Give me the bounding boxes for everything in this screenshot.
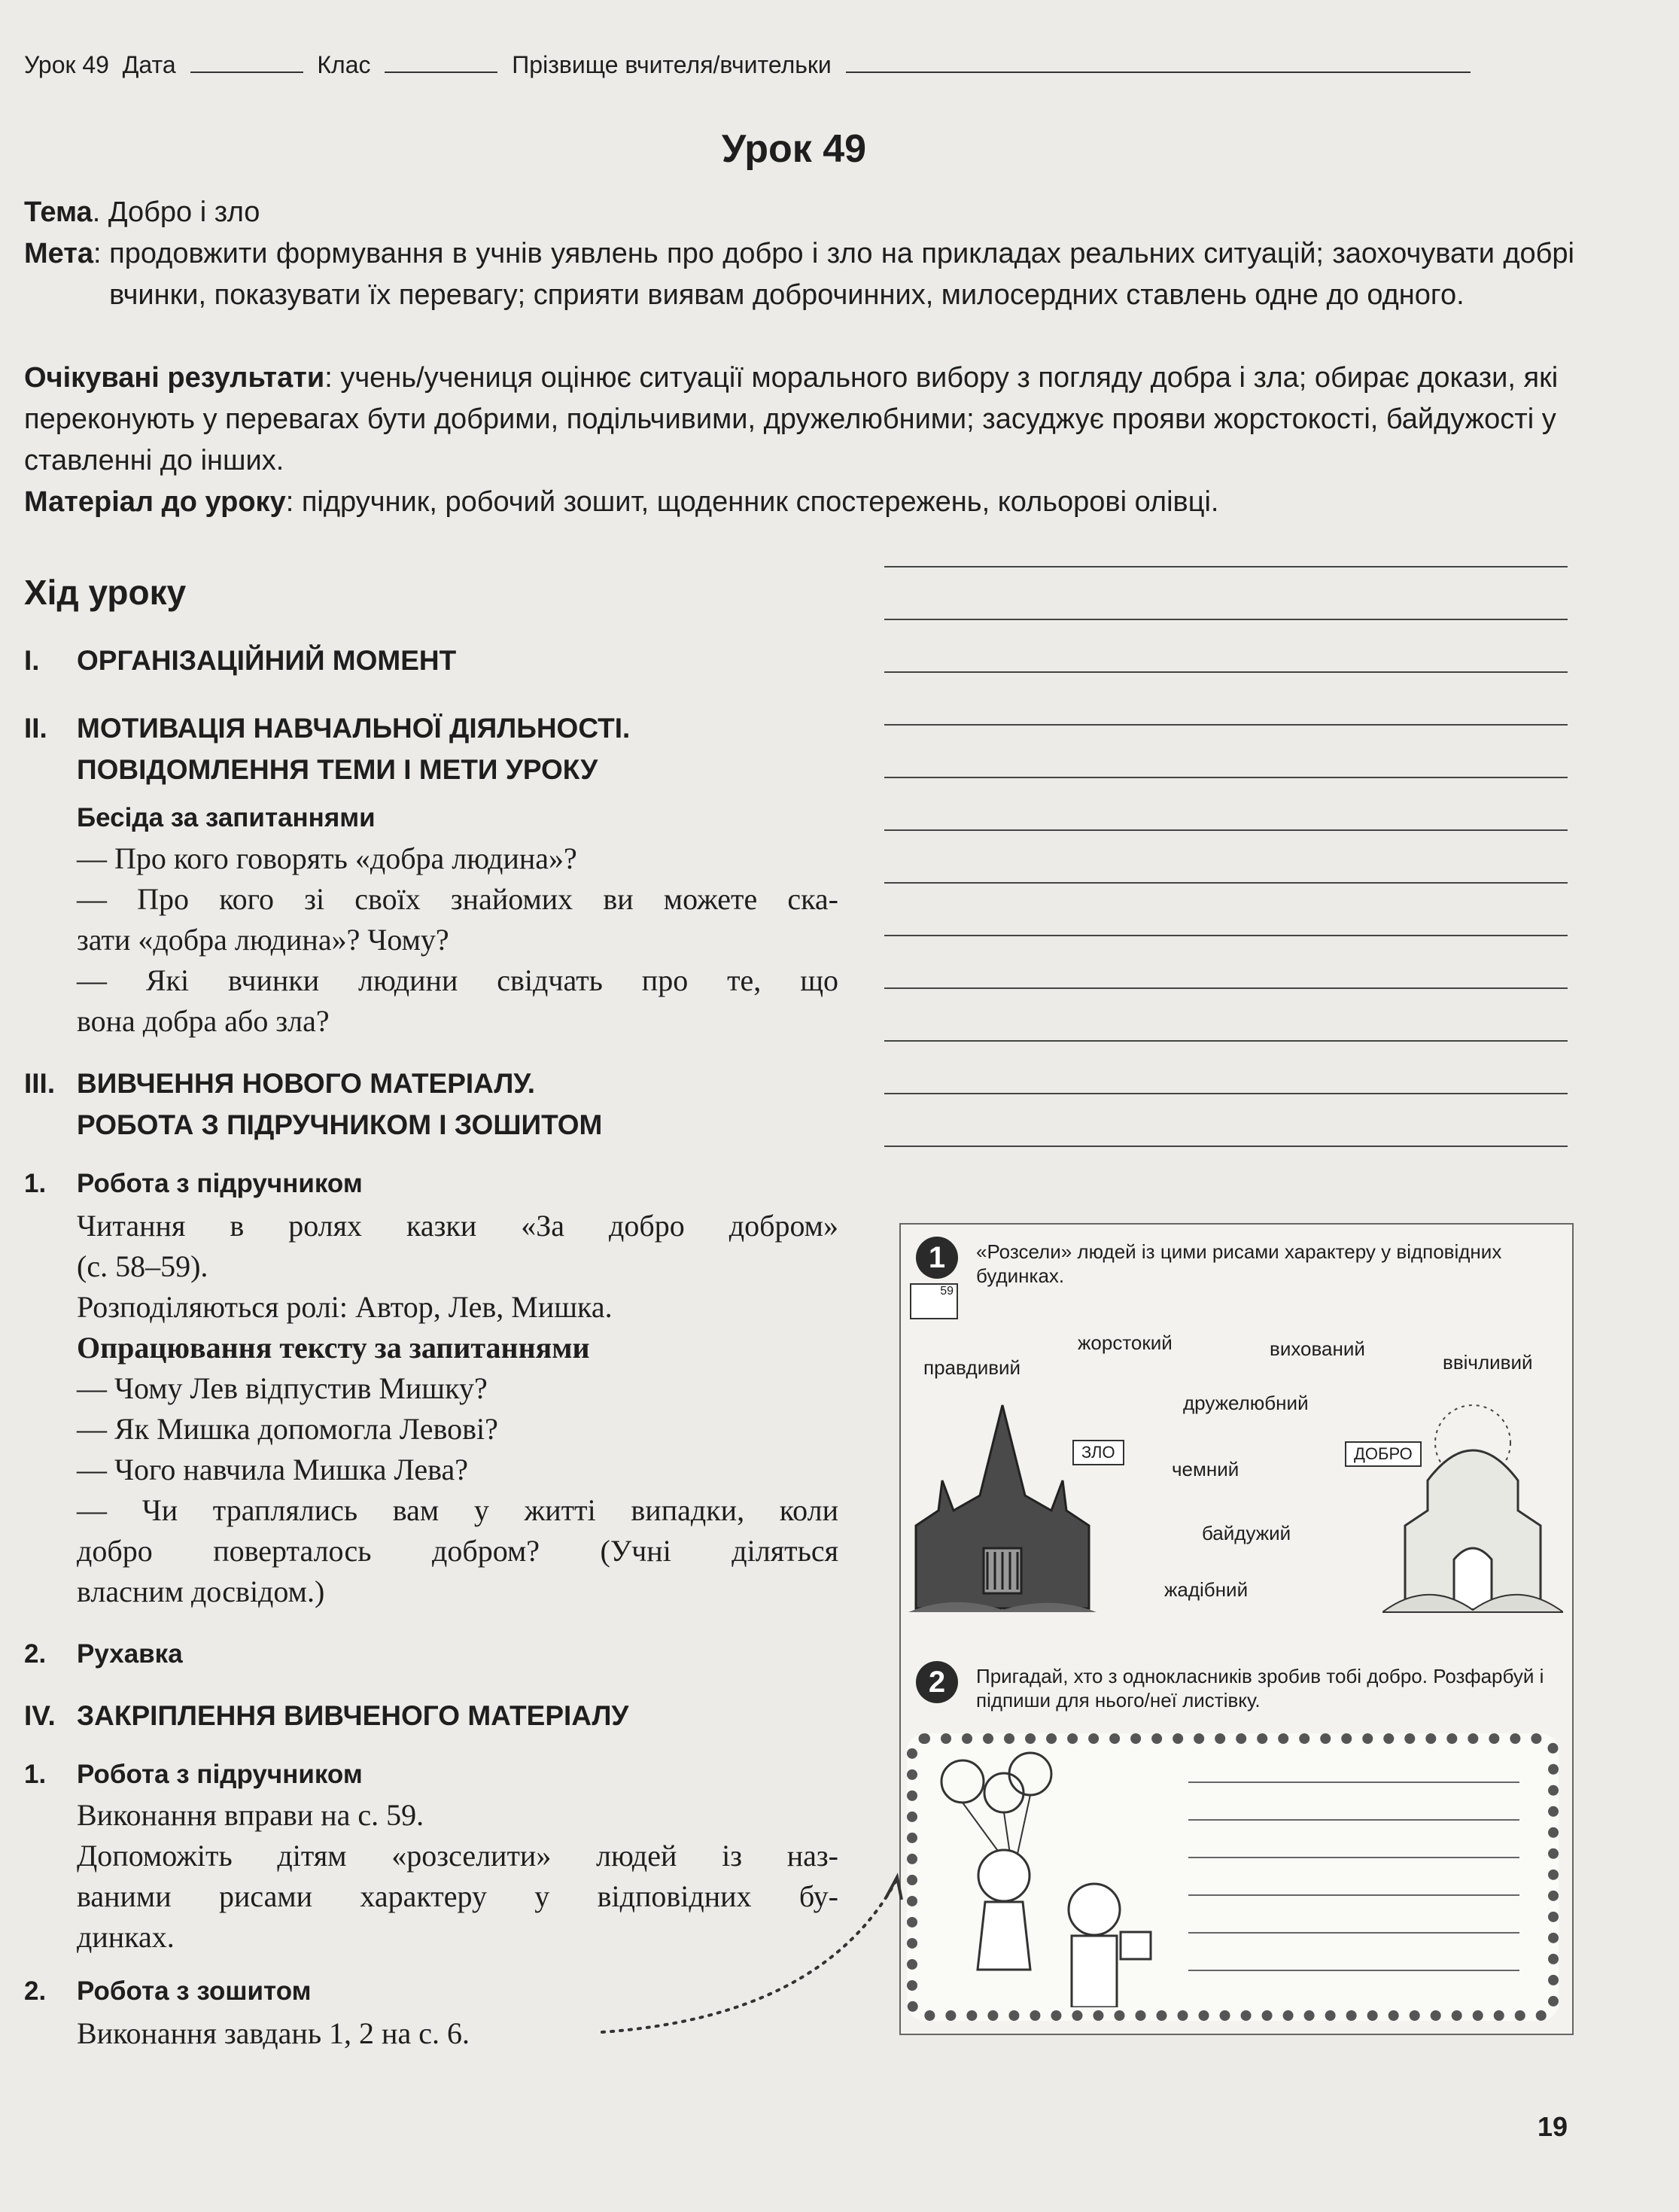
textbook-icon (910, 1283, 958, 1319)
note-line[interactable] (884, 829, 1568, 831)
trait-word[interactable]: вихований (1270, 1337, 1365, 1360)
header-date-label: Дата (122, 51, 176, 78)
course-heading: Хід уроку (24, 573, 187, 612)
section-4-item-2-title: Робота з зошитом (77, 1976, 312, 2006)
section-4 (24, 1695, 628, 1736)
teacher-field[interactable] (846, 72, 1471, 73)
task-2-text: Пригадай, хто з однокласників зробив тобі добро. Розфарбуй і підпиши для нього/неї листівку. (976, 1665, 1544, 1711)
topic-label: Тема (24, 196, 93, 228)
meta-goal: Мета: продовжити формування в учнів уявлень про добро і зло на прикладах реальних ситуацій; заохочувати добрі вчинки, показувати їх перевагу; сприяти виявам доброчинних, милосердних ставлень одне до одного. (24, 233, 1574, 316)
note-line[interactable] (884, 724, 1568, 726)
note-line[interactable] (884, 1093, 1568, 1094)
meta-topic: Тема. Добро і зло (24, 196, 260, 228)
section-4-item-2-num: 2. (24, 1976, 47, 2006)
section-1-num: I. (24, 645, 40, 676)
results-label: Очікувані результати (24, 362, 325, 394)
section-3 (24, 1063, 602, 1146)
section-3-title-2: РОБОТА З ПІДРУЧНИКОМ І ЗОШИТОМ (77, 1109, 603, 1140)
s3-1-subheading: Опрацювання тексту за запитаннями (77, 1331, 590, 1365)
s3-1-line-b: (с. 58–59). (77, 1249, 208, 1283)
section-2-title-1: МОТИВАЦІЯ НАВЧАЛЬНОЇ ДІЯЛЬНОСТІ. (77, 713, 631, 744)
trait-word[interactable]: правдивий (923, 1356, 1021, 1379)
header-class-label: Клас (317, 51, 371, 78)
goal-text: продовжити формування в учнів уявлень про добро і зло на прикладах реальних ситуацій; заохочувати добрі вчинки, показувати їх перевагу; сприяти виявам доброчинних, милосердних ставлень одне до одного. (109, 238, 1574, 311)
section-1-title: ОРГАНІЗАЦІЙНИЙ МОМЕНТ (77, 645, 457, 676)
section-4-num: IV. (24, 1700, 56, 1731)
trait-word[interactable]: чемний (1172, 1458, 1239, 1480)
workbook-page (899, 1223, 1574, 2035)
section-2-question-1: — Про кого говорять «добра людина»? (77, 841, 577, 875)
postcard-line[interactable] (1188, 1819, 1519, 1821)
postcard-frame[interactable] (907, 1733, 1559, 2021)
section-4-item-1-num: 1. (24, 1760, 47, 1789)
results-text: учень/учениця оцінює ситуації морального вибору з погляду добра і зла; обирає докази, які переконують у перевагах бути добрими, подільчивими, дружелюбними; засуджує прояви жорстокості, байдужості у ставленні до інших. (24, 362, 1559, 476)
trait-word[interactable]: дружелюбний (1183, 1392, 1309, 1414)
page-header (24, 51, 1478, 79)
note-line[interactable] (884, 987, 1568, 989)
evil-arrow-tag: ЗЛО (1072, 1440, 1124, 1465)
postcard-line[interactable] (1188, 1781, 1519, 1783)
meta-results: Очікувані результати: учень/учениця оцінює ситуації морального вибору з погляду добра і зла; обирає докази, які переконують у перевагах бути добрими, подільчивими, дружелюбними; засуджує прояви жорстокості, байдужості у ставленні до інших. (24, 362, 1559, 476)
section-3-title-1: ВИВЧЕННЯ НОВОГО МАТЕРІАЛУ. (77, 1068, 535, 1099)
task-2-number: 2 (916, 1661, 958, 1703)
topic-text: Добро і зло (108, 196, 260, 228)
s4-1-line-a: Виконання вправи на с. 59. (77, 1798, 424, 1832)
section-2-title-2: ПОВІДОМЛЕННЯ ТЕМИ І МЕТИ УРОКУ (77, 754, 598, 785)
note-line[interactable] (884, 777, 1568, 778)
page-title: Урок 49 (721, 127, 867, 171)
date-field[interactable] (190, 72, 303, 73)
postcard-line[interactable] (1188, 1894, 1519, 1896)
trait-word[interactable]: ввічливий (1443, 1351, 1533, 1374)
section-3-item-2 (24, 1633, 183, 1675)
postcard-line[interactable] (1188, 1857, 1519, 1858)
postcard-line[interactable] (1188, 1970, 1519, 1971)
s4-1-line-d: динках. (77, 1920, 175, 1954)
section-2-question-2a: — Про кого зі своїх знайомих ви можете ска- (77, 882, 838, 916)
section-4-item-1 (24, 1754, 363, 1795)
dotted-pointer-arrow (595, 1867, 911, 2047)
section-3-item-1-num: 1. (24, 1169, 47, 1198)
note-line[interactable] (884, 1146, 1568, 1147)
section-2-subheading: Бесіда за запитаннями (77, 803, 376, 832)
s4-1-line-c: ваними рисами характеру у відповідних бу- (77, 1879, 838, 1913)
header-lesson: Урок 49 (24, 51, 109, 78)
s3-1-q4c: власним досвідом.) (77, 1575, 325, 1608)
note-line[interactable] (884, 882, 1568, 884)
s3-1-line-c: Розподіляються ролі: Автор, Лев, Мишка. (77, 1290, 613, 1324)
section-2 (24, 707, 630, 790)
s4-1-line-b: Допоможіть дітям «розселити» людей із наз- (77, 1839, 838, 1873)
note-line[interactable] (884, 935, 1568, 936)
s3-1-q4b: добро поверталось добром? (Учні діляться (77, 1534, 838, 1568)
section-3-item-2-title: Рухавка (77, 1639, 183, 1669)
trait-word[interactable]: байдужий (1202, 1522, 1291, 1544)
s3-1-q4a: — Чи траплялись вам у житті випадки, коли (77, 1493, 838, 1527)
section-1 (24, 640, 456, 681)
s3-1-q1: — Чому Лев відпустив Мишку? (77, 1371, 488, 1405)
header-teacher-label: Прізвище вчителя/вчительки (512, 51, 832, 78)
section-3-item-1-title: Робота з підручником (77, 1169, 363, 1198)
section-3-item-2-num: 2. (24, 1639, 47, 1669)
trait-word[interactable]: жадібний (1164, 1578, 1249, 1601)
task-1-text: «Розсели» людей із цими рисами характеру у відповідних будинках. (976, 1240, 1502, 1287)
meta-material: Матеріал до уроку: підручник, робочий зошит, щоденник спостережень, кольорові олівці. (24, 486, 1219, 518)
textbook-page-number: 59 (940, 1285, 954, 1298)
section-3-num: III. (24, 1068, 56, 1099)
note-line[interactable] (884, 566, 1568, 567)
good-castle-illustration (1382, 1398, 1563, 1616)
material-text: підручник, робочий зошит, щоденник спостережень, кольорові олівці. (301, 486, 1219, 518)
page-number: 19 (1537, 2111, 1568, 2142)
section-2-question-2b: зати «добра людина»? Чому? (77, 923, 449, 957)
section-4-item-2 (24, 1970, 312, 2012)
note-line[interactable] (884, 1040, 1568, 1042)
postcard-line[interactable] (1188, 1932, 1519, 1934)
section-4-item-1-title: Робота з підручником (77, 1760, 363, 1789)
note-line[interactable] (884, 619, 1568, 620)
section-2-question-3a: — Які вчинки людини свідчать про те, що (77, 963, 838, 997)
evil-castle-illustration (908, 1398, 1097, 1616)
class-field[interactable] (385, 72, 497, 73)
s3-1-q2: — Як Мишка допомогла Левові? (77, 1412, 498, 1446)
note-line[interactable] (884, 671, 1568, 673)
task-1-number: 1 (916, 1237, 958, 1279)
trait-word[interactable]: жорстокий (1078, 1331, 1173, 1354)
section-3-item-1 (24, 1163, 363, 1204)
s4-2-line-a: Виконання завдань 1, 2 на с. 6. (77, 2016, 470, 2050)
children-balloons-illustration (932, 1751, 1173, 2007)
s3-1-line-a: Читання в ролях казки «За добро добром» (77, 1209, 838, 1243)
good-arrow-tag: ДОБРО (1345, 1441, 1422, 1467)
section-2-num: II. (24, 713, 47, 744)
material-label: Матеріал до уроку (24, 486, 286, 518)
section-4-title: ЗАКРІПЛЕННЯ ВИВЧЕНОГО МАТЕРІАЛУ (77, 1700, 629, 1731)
goal-label: Мета (24, 238, 94, 269)
section-2-question-3b: вона добра або зла? (77, 1004, 330, 1038)
s3-1-q3: — Чого навчила Мишка Лева? (77, 1453, 468, 1486)
